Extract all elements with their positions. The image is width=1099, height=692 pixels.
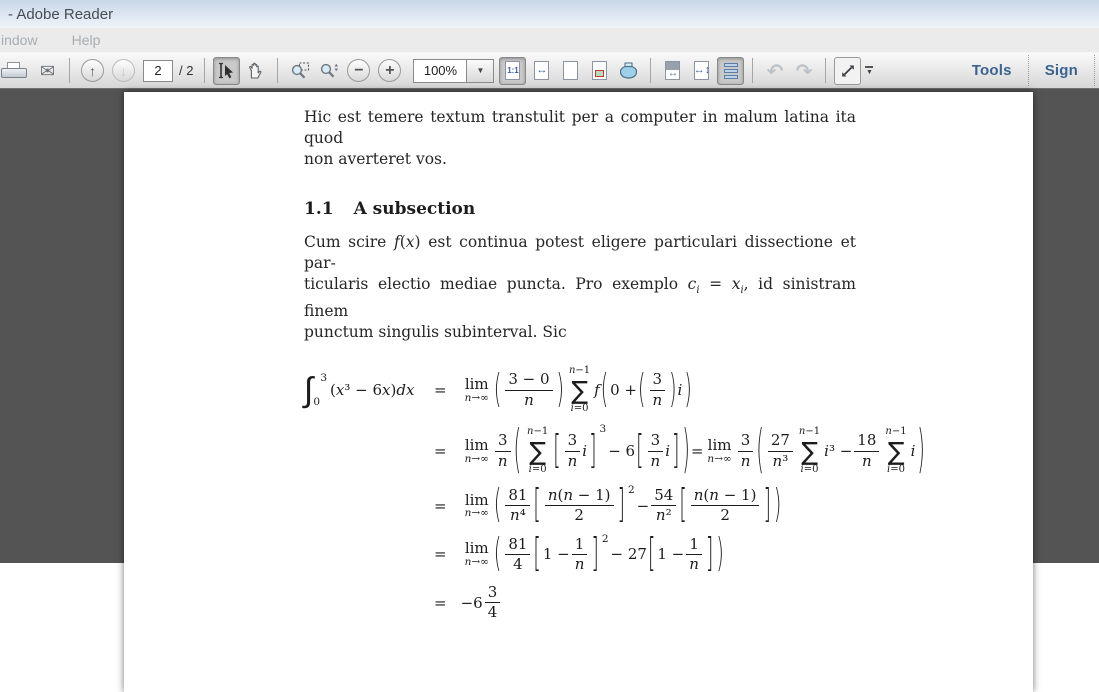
text-segment: i (740, 285, 744, 297)
math-text: n(n − 1) (693, 486, 757, 505)
delimiter-group (532, 530, 599, 576)
read-mode-icon (592, 61, 607, 80)
math-text: 1 (574, 534, 585, 553)
equation-rhs (461, 419, 993, 480)
zoom-out-button[interactable] (347, 59, 370, 82)
delimited-content (656, 536, 705, 574)
toolbar-separator (752, 58, 753, 83)
numerator (485, 584, 501, 603)
denominator (653, 506, 675, 524)
equals-sign: = (434, 496, 447, 515)
lim-word: lim (464, 436, 489, 455)
denominator (485, 603, 501, 621)
sum-upper-limit: n−1 (526, 426, 549, 438)
close-paren: ) (684, 366, 692, 412)
delimited-content (645, 432, 671, 470)
delimiter-group (635, 427, 680, 473)
math-text: − (636, 496, 650, 515)
fraction (854, 432, 879, 470)
denominator (859, 452, 875, 470)
numerator (565, 432, 581, 451)
delimited-content (562, 432, 588, 470)
hand-tool-button[interactable] (242, 57, 269, 85)
close-paren: ] (589, 427, 597, 473)
close-paren: ) (716, 530, 724, 576)
math-text: 4 (513, 554, 523, 573)
fit-width-icon: ↔ (534, 61, 549, 80)
text-segment: Cum scire (304, 233, 394, 251)
text-segment: = (699, 275, 732, 293)
sigma-icon: ∑ (801, 436, 818, 466)
equation-rhs (461, 584, 993, 622)
math-row (461, 365, 693, 415)
fraction (691, 487, 760, 525)
close-paren: ) (917, 419, 925, 480)
delimited-content (502, 371, 555, 409)
denominator (686, 555, 702, 573)
open-paren: ( (600, 366, 609, 412)
delimiter-group (600, 366, 693, 412)
fraction (505, 536, 530, 574)
open-paren: ( (493, 530, 502, 576)
math-text: −6 (460, 593, 483, 612)
continuous-view-button[interactable] (717, 57, 744, 85)
fraction (738, 432, 754, 470)
delimiter-group (493, 482, 782, 528)
email-button[interactable] (34, 57, 61, 85)
close-paren: ) (669, 366, 677, 412)
resize-pages-icon (840, 63, 856, 79)
math-text: 18 (857, 431, 877, 450)
resize-pages-button[interactable] (834, 57, 861, 85)
equals-sign: = (434, 381, 447, 400)
numerator (651, 487, 676, 506)
lim-subscript: n→∞ (707, 452, 732, 465)
undo-button[interactable] (761, 57, 788, 85)
toolbar-separator (204, 58, 205, 83)
denominator (738, 452, 754, 470)
math-text: = (690, 442, 704, 461)
open-paren: [ (533, 530, 541, 576)
previous-page-button[interactable] (81, 59, 104, 82)
numerator (691, 487, 760, 506)
numerator (505, 536, 530, 555)
toolbar-separator (825, 58, 826, 83)
open-paren: [ (533, 482, 541, 528)
resize-dropdown-button[interactable] (865, 66, 873, 76)
summation (527, 426, 548, 476)
section-heading (304, 199, 993, 219)
math-text: n² (655, 506, 672, 525)
page-up-icon: ↑ (89, 62, 96, 79)
open-paren: [ (679, 482, 687, 528)
delimited-content (522, 423, 681, 476)
menu-item-window[interactable]: indow (1, 32, 38, 48)
math-text: n (652, 390, 663, 409)
denominator (649, 391, 665, 409)
redo-button[interactable] (790, 57, 817, 85)
read-mode-button[interactable] (586, 57, 613, 85)
open-paren: [ (553, 427, 561, 473)
math-text: 1 − (657, 545, 685, 564)
math-text: 4 (487, 603, 498, 622)
numerator (686, 536, 702, 555)
toolbar-separator (69, 58, 70, 83)
text-segment: c (687, 275, 697, 293)
equation-rhs (461, 530, 993, 576)
zoom-level-input[interactable] (413, 59, 467, 83)
print-button[interactable] (5, 57, 32, 85)
open-paren: ( (493, 366, 502, 412)
sum-lower-limit: i=0 (800, 463, 819, 475)
text-segment: ( (399, 233, 406, 251)
math-row (461, 482, 783, 528)
math-text: 3 − 0 (508, 370, 550, 389)
text-line: Hic est temere textum transtulit per a computer in malum latina ita quod (304, 108, 856, 147)
toolbar-separator (277, 58, 278, 83)
math-row (461, 584, 503, 622)
numerator (738, 432, 754, 451)
text-segment: i (696, 285, 700, 297)
denominator (770, 452, 792, 470)
toolbar-dotted-separator (1094, 55, 1095, 86)
summation (569, 365, 590, 415)
math-text: n (740, 451, 751, 470)
delimited-content (502, 530, 715, 576)
numerator (545, 487, 614, 506)
limit (465, 437, 489, 465)
sigma-icon: ∑ (887, 436, 905, 466)
math-text: n (524, 390, 534, 409)
open-paren: ( (513, 419, 521, 480)
math-text: 3 (650, 431, 661, 450)
math-text: 1 − (542, 545, 570, 564)
marquee-zoom-icon (290, 62, 310, 80)
next-page-button[interactable] (112, 59, 135, 82)
hand-tool-icon (246, 61, 265, 80)
delimiter-group (678, 482, 772, 528)
fraction (768, 432, 793, 470)
main-toolbar (0, 52, 1099, 89)
math-text: 3 (567, 431, 578, 450)
actual-size-button[interactable] (499, 57, 526, 85)
superscript: 2 (601, 532, 609, 545)
denominator (495, 452, 511, 470)
limit (465, 376, 489, 404)
dropdown-arrow-icon: ▼ (866, 68, 873, 76)
menu-item-help[interactable]: Help (71, 32, 101, 48)
math-text: 0 + (610, 381, 638, 400)
marquee-zoom-button[interactable] (286, 57, 313, 85)
delimited-content (688, 487, 763, 525)
text-line (304, 322, 856, 343)
page-count-label: / 2 (179, 63, 194, 78)
equals-sign: = (434, 442, 447, 461)
superscript: 3 (599, 423, 607, 436)
math-text: i (677, 381, 683, 400)
fraction (565, 432, 581, 470)
integral-limits (313, 372, 327, 408)
zoom-out-icon: − (354, 61, 364, 79)
delimiter-group (552, 427, 597, 473)
dropdown-arrow-icon: ▼ (476, 66, 485, 75)
equation-lhs (304, 370, 420, 411)
math-text: n(n − 1) (547, 486, 611, 505)
sum-upper-limit: n−1 (568, 365, 591, 377)
delimited-content (646, 371, 668, 409)
close-paren: ] (672, 427, 680, 473)
select-tool-icon (217, 61, 236, 80)
delimiter-group (647, 530, 714, 576)
sum-upper-limit: n−1 (798, 426, 821, 438)
lim-word: lim (464, 539, 489, 558)
math-text: i (582, 442, 588, 461)
math-text: i (910, 442, 916, 461)
fraction (572, 536, 588, 574)
math-text: − 6 (608, 442, 636, 461)
close-paren: ] (763, 482, 771, 528)
ink-bottle-icon (618, 62, 639, 80)
delimiter-group (532, 482, 626, 528)
page-number-input[interactable] (143, 60, 173, 82)
envelope-icon: ✉ (39, 60, 56, 81)
open-paren: ( (756, 419, 764, 480)
paragraph-2 (304, 232, 856, 343)
dynamic-zoom-button[interactable] (315, 57, 342, 85)
math-text: 3 (652, 370, 663, 389)
close-paren: ] (591, 530, 599, 576)
text-segment: x (405, 233, 415, 251)
math-row (304, 370, 415, 411)
text-segment: punctum singulis subinterval. Sic (304, 323, 567, 342)
text-segment: ticularis electio mediae puncta. Pro exemplo (304, 275, 688, 293)
math-text: 81 (508, 486, 528, 505)
fraction (686, 536, 702, 574)
equation-block (304, 365, 993, 622)
fit-page-icon (563, 61, 578, 80)
denominator (507, 506, 529, 524)
numerator (648, 432, 664, 451)
limit (465, 492, 489, 520)
fit-width-button[interactable] (528, 57, 555, 85)
open-paren: [ (636, 427, 644, 473)
zoom-level-control (413, 59, 494, 83)
close-paren: ) (682, 419, 690, 480)
numerator (572, 536, 588, 555)
toolbar-dotted-separator (1028, 55, 1029, 86)
window-titlebar (0, 0, 1099, 28)
math-text: 3 (487, 583, 498, 602)
math-text: 3 (497, 431, 508, 450)
integral-lower: 0 (313, 396, 321, 409)
delimiter-group (493, 530, 725, 576)
document-view[interactable] (0, 89, 1099, 622)
math-text: 2 (720, 506, 730, 525)
sum-lower-limit: i=0 (570, 402, 589, 414)
text-line (304, 274, 856, 322)
math-text: n (689, 554, 699, 573)
math-text: n (862, 451, 872, 470)
superscript: 2 (627, 484, 635, 497)
fraction (648, 432, 664, 470)
close-paren: ] (705, 530, 714, 576)
tools-button[interactable]: Tools (971, 62, 1012, 79)
numerator (650, 371, 666, 390)
integral-icon: ∫ (304, 370, 314, 411)
delimited-content (542, 536, 591, 574)
delimited-content (765, 426, 917, 476)
close-paren: ) (773, 482, 782, 528)
math-text: i³ − (824, 442, 853, 461)
lim-word: lim (707, 436, 732, 455)
fit-page-button[interactable] (557, 57, 584, 85)
math-text: f (594, 381, 600, 400)
math-text: 27 (770, 431, 790, 450)
delimiter-group (493, 366, 565, 412)
lim-subscript: n→∞ (464, 452, 489, 465)
delimiter-group (755, 419, 925, 480)
delimiter-group (513, 419, 691, 480)
sum-lower-limit: i=0 (887, 463, 905, 475)
undo-icon: ↶ (766, 58, 784, 83)
math-text: 1 (689, 534, 699, 553)
math-text: n⁴ (510, 506, 526, 525)
section-title: A subsection (353, 199, 476, 219)
math-text: 81 (508, 534, 528, 553)
math-text: n³ (772, 451, 789, 470)
math-text: n (650, 451, 661, 470)
summation (799, 426, 820, 476)
sum-upper-limit: n−1 (885, 426, 907, 438)
equation-rhs (461, 365, 993, 415)
integral-upper: 3 (320, 372, 328, 385)
redo-icon: ↷ (795, 58, 813, 83)
pdf-page (124, 92, 1033, 692)
scroll-mode-button[interactable] (659, 57, 686, 85)
math-text: 54 (654, 486, 674, 505)
open-paren: ( (493, 482, 502, 528)
menu-bar (0, 28, 1099, 52)
math-text: − 27 (610, 545, 647, 564)
text-segment: f (393, 233, 400, 251)
window-title: - Adobe Reader (8, 5, 114, 23)
sigma-icon: ∑ (529, 436, 547, 466)
numerator (505, 487, 530, 506)
denominator (571, 506, 587, 524)
text-segment: ) est continua potest eligere particulari dissectione et par- (304, 233, 856, 272)
numerator (854, 432, 879, 451)
equals-sign: = (434, 593, 447, 612)
text-line (304, 232, 856, 274)
actual-size-icon: 1:1 (505, 61, 520, 80)
comment-ink-button[interactable] (615, 57, 642, 85)
zoom-dropdown-button[interactable] (467, 59, 494, 83)
print-icon (10, 60, 28, 82)
scroll-mode-icon: ↔ (665, 61, 680, 80)
math-text: 3 (740, 431, 751, 450)
lim-subscript: n→∞ (464, 507, 489, 520)
denominator (521, 391, 537, 409)
full-screen-button[interactable] (688, 57, 715, 85)
open-paren: ( (638, 366, 646, 412)
equals-sign: = (434, 545, 447, 564)
denominator (572, 555, 588, 573)
numerator (768, 432, 793, 451)
lim-word: lim (464, 490, 489, 509)
limit (465, 540, 489, 568)
denominator (565, 452, 581, 470)
close-paren: ) (556, 366, 564, 412)
integral (304, 370, 328, 411)
summation (885, 426, 906, 476)
math-text: n (497, 451, 508, 470)
select-tool-button[interactable] (213, 57, 240, 85)
text-segment: x (731, 275, 741, 293)
delimiter-group (637, 366, 678, 412)
close-paren: ] (617, 482, 625, 528)
paragraph-1 (304, 107, 856, 170)
fraction (505, 371, 552, 409)
math-text: 2 (574, 506, 584, 525)
denominator (717, 506, 733, 524)
numerator (495, 432, 511, 451)
text-line: non averteret vos. (304, 150, 447, 168)
denominator (510, 555, 526, 573)
fraction (651, 487, 676, 525)
sum-lower-limit: i=0 (528, 463, 547, 475)
denominator (648, 452, 664, 470)
delimited-content (502, 482, 773, 528)
delimited-content (609, 366, 683, 412)
full-screen-icon: ↔↕ (694, 61, 709, 80)
lim-subscript: n→∞ (464, 391, 489, 404)
math-row (461, 530, 725, 576)
continuous-view-icon (724, 63, 738, 79)
zoom-in-button[interactable] (378, 59, 401, 82)
lim-word: lim (464, 375, 489, 394)
section-number: 1.1 (304, 199, 334, 219)
fraction (495, 432, 511, 470)
sigma-icon: ∑ (571, 375, 588, 405)
math-text: n (567, 451, 578, 470)
text-segment: , id sinistram finem (304, 275, 857, 321)
math-text: n (574, 554, 585, 573)
sign-button[interactable]: Sign (1044, 62, 1078, 79)
fraction (649, 371, 665, 409)
equation-rhs (461, 482, 993, 528)
zoom-in-icon: + (385, 61, 395, 79)
math-text: i (665, 442, 670, 461)
math-text: (x³ − 6x)dx (330, 381, 415, 400)
open-paren: [ (647, 530, 656, 576)
math-row (461, 419, 926, 480)
toolbar-separator (650, 58, 651, 83)
lim-subscript: n→∞ (464, 555, 489, 568)
fraction (545, 487, 614, 525)
numerator (505, 371, 552, 390)
page-down-icon: ↓ (120, 62, 127, 79)
fraction (485, 584, 501, 622)
fraction (505, 487, 530, 525)
dynamic-zoom-icon (319, 62, 339, 80)
delimited-content (542, 487, 617, 525)
limit (707, 437, 731, 465)
